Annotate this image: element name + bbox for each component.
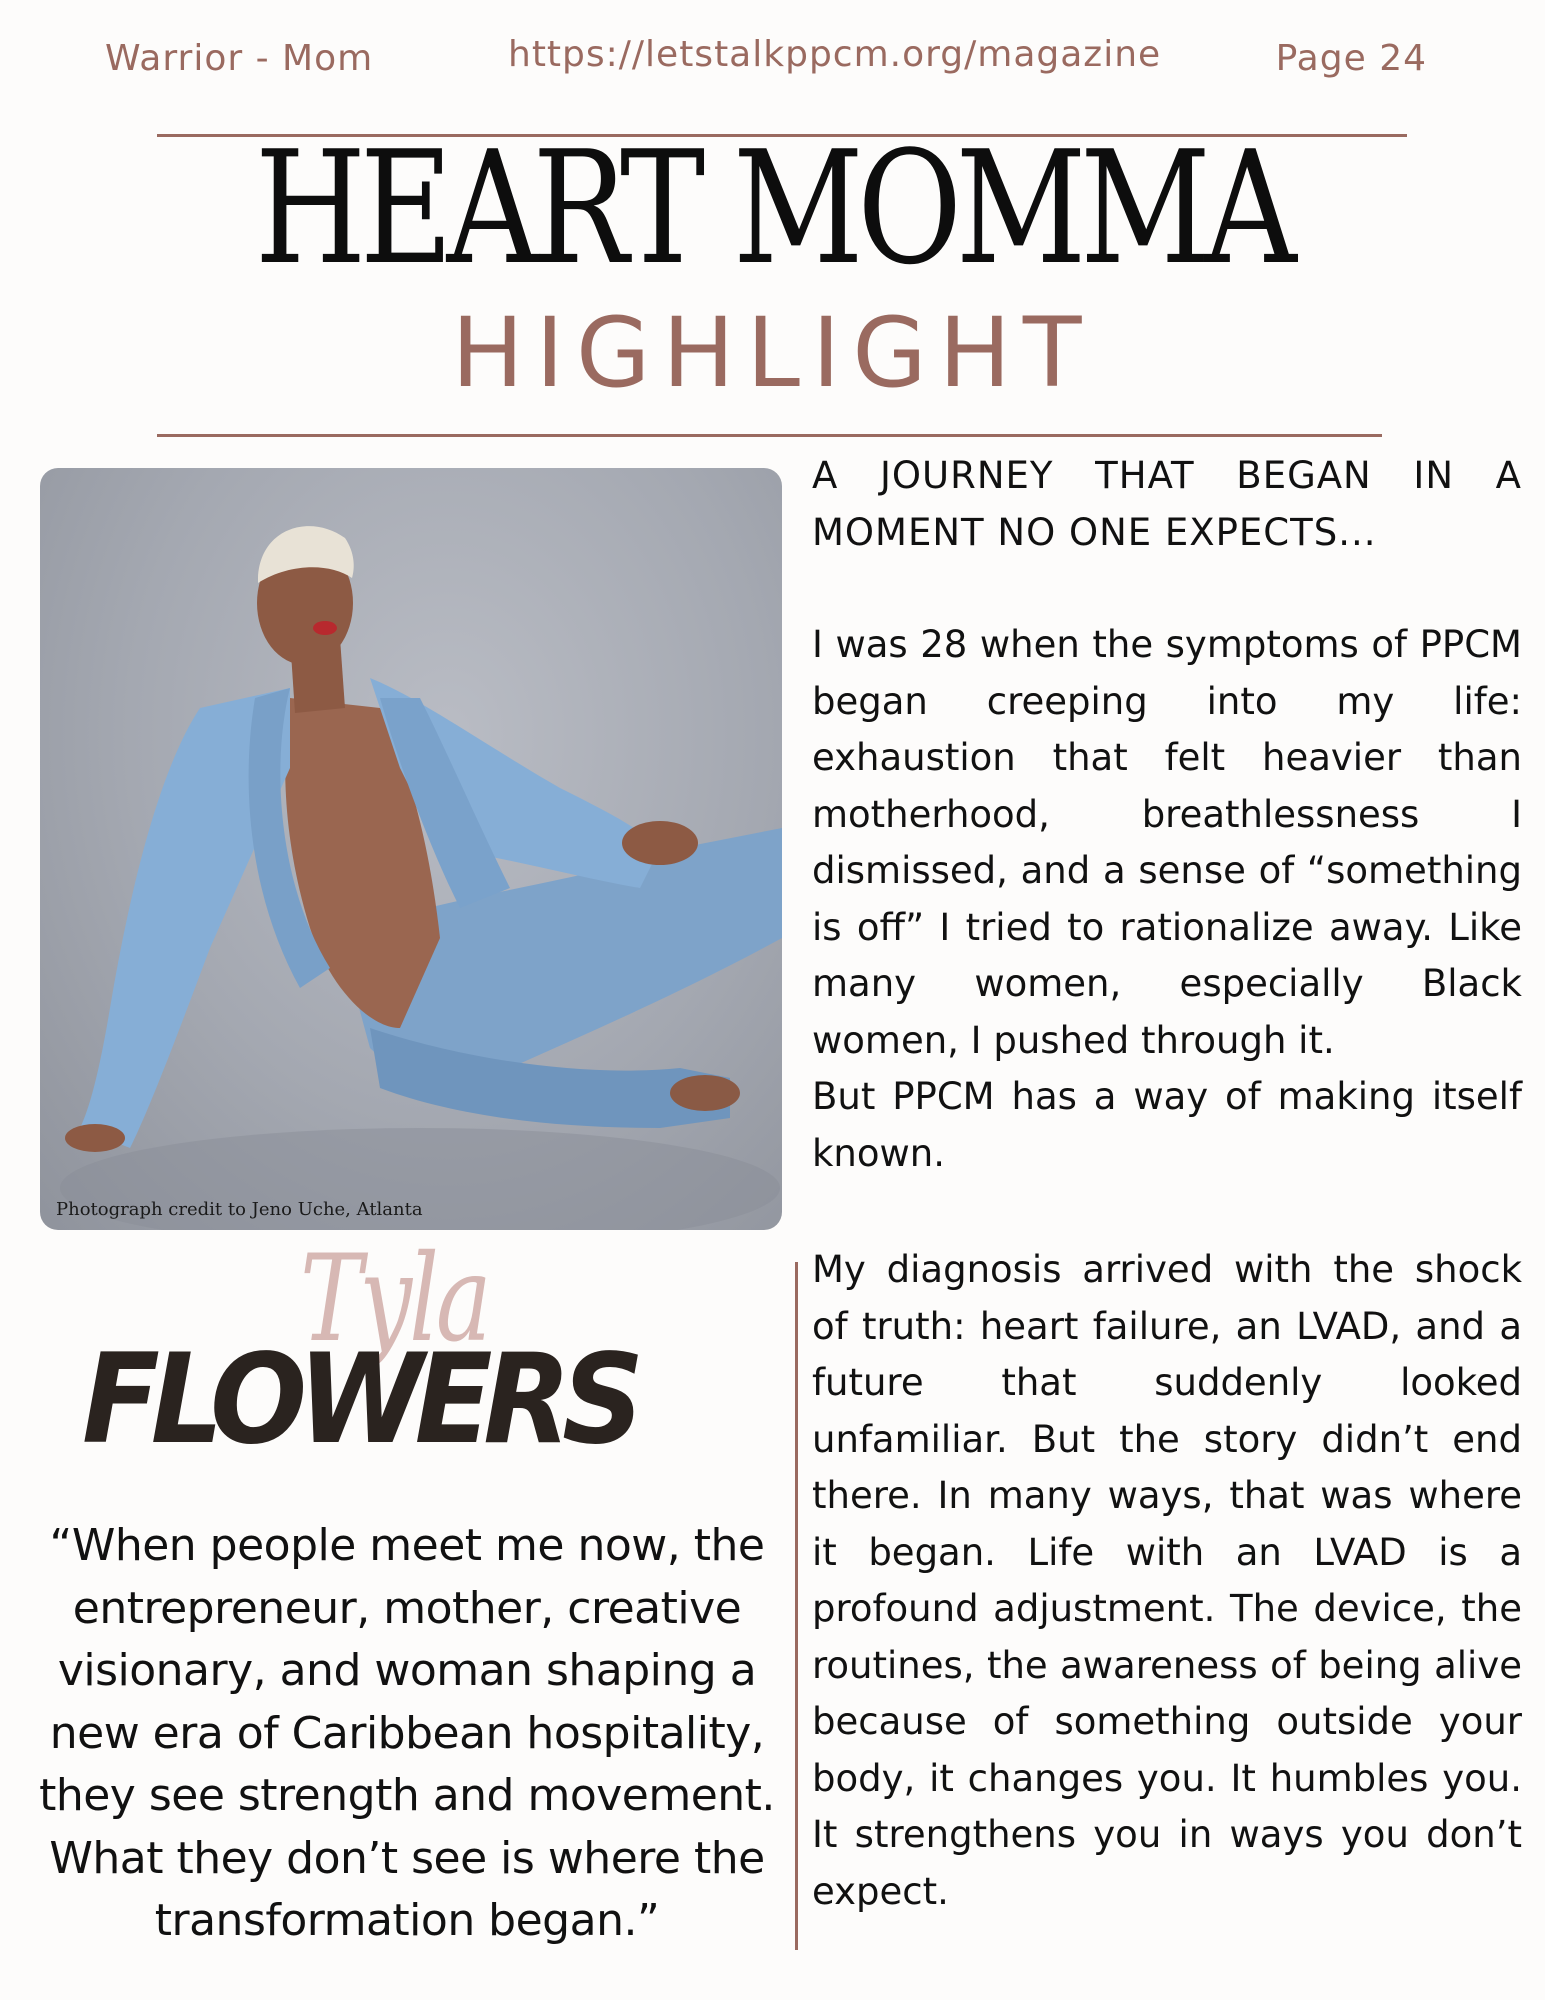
article-lead: A JOURNEY THAT BEGAN IN A MOMENT NO ONE EXPECTS... xyxy=(812,454,1522,554)
pull-quote: “When people meet me now, the entrepreneur, mother, creative visionary, and woman shaping a new era of Caribbean hospitality, they see strength and movement. What they don’t see is where the transformation began.” xyxy=(39,1520,775,1946)
portrait-illustration xyxy=(40,468,782,1230)
page-number: Page 24 xyxy=(1275,38,1427,79)
page-title: HEART MOMMA xyxy=(254,117,1291,299)
subject-first-name: Tyla xyxy=(300,1230,489,1369)
article-paragraph-1: I was 28 when the symptoms of PPCM began creeping into my life: exhaustion that felt heavier than motherhood, breathlessness I dismissed, and a sense of “something is off” I tried to rationalize away. Like many women, especially Black women, I pushed through it. xyxy=(812,623,1522,1062)
article-paragraph-2: But PPCM has a way of making itself known. xyxy=(812,1075,1522,1175)
page-subtitle: HIGHLIGHT xyxy=(451,297,1094,409)
subject-last-name: FLOWERS xyxy=(82,1328,635,1472)
portrait-photo xyxy=(40,468,782,1230)
article-paragraph-3: My diagnosis arrived with the shock of truth: heart failure, an LVAD, and a future that suddenly looked unfamiliar. But the story didn’t end there. In many ways, that was where it began. Life with an LVAD is a profound adjustment. The device, the routines, the awareness of being alive because of something outside your body, it changes you. It humbles you. It strengthens you in ways you don’t expect. xyxy=(812,1248,1522,1913)
section-label: Warrior - Mom xyxy=(105,38,374,79)
article-column-top xyxy=(812,448,1522,1182)
article-column-bottom xyxy=(812,1242,1522,1920)
magazine-url[interactable]: https://letstalkppcm.org/magazine xyxy=(508,34,1162,75)
column-divider xyxy=(795,1262,798,1950)
photo-credit: Photograph credit to Jeno Uche, Atlanta xyxy=(56,1199,423,1220)
title-bottom-rule xyxy=(157,434,1382,437)
